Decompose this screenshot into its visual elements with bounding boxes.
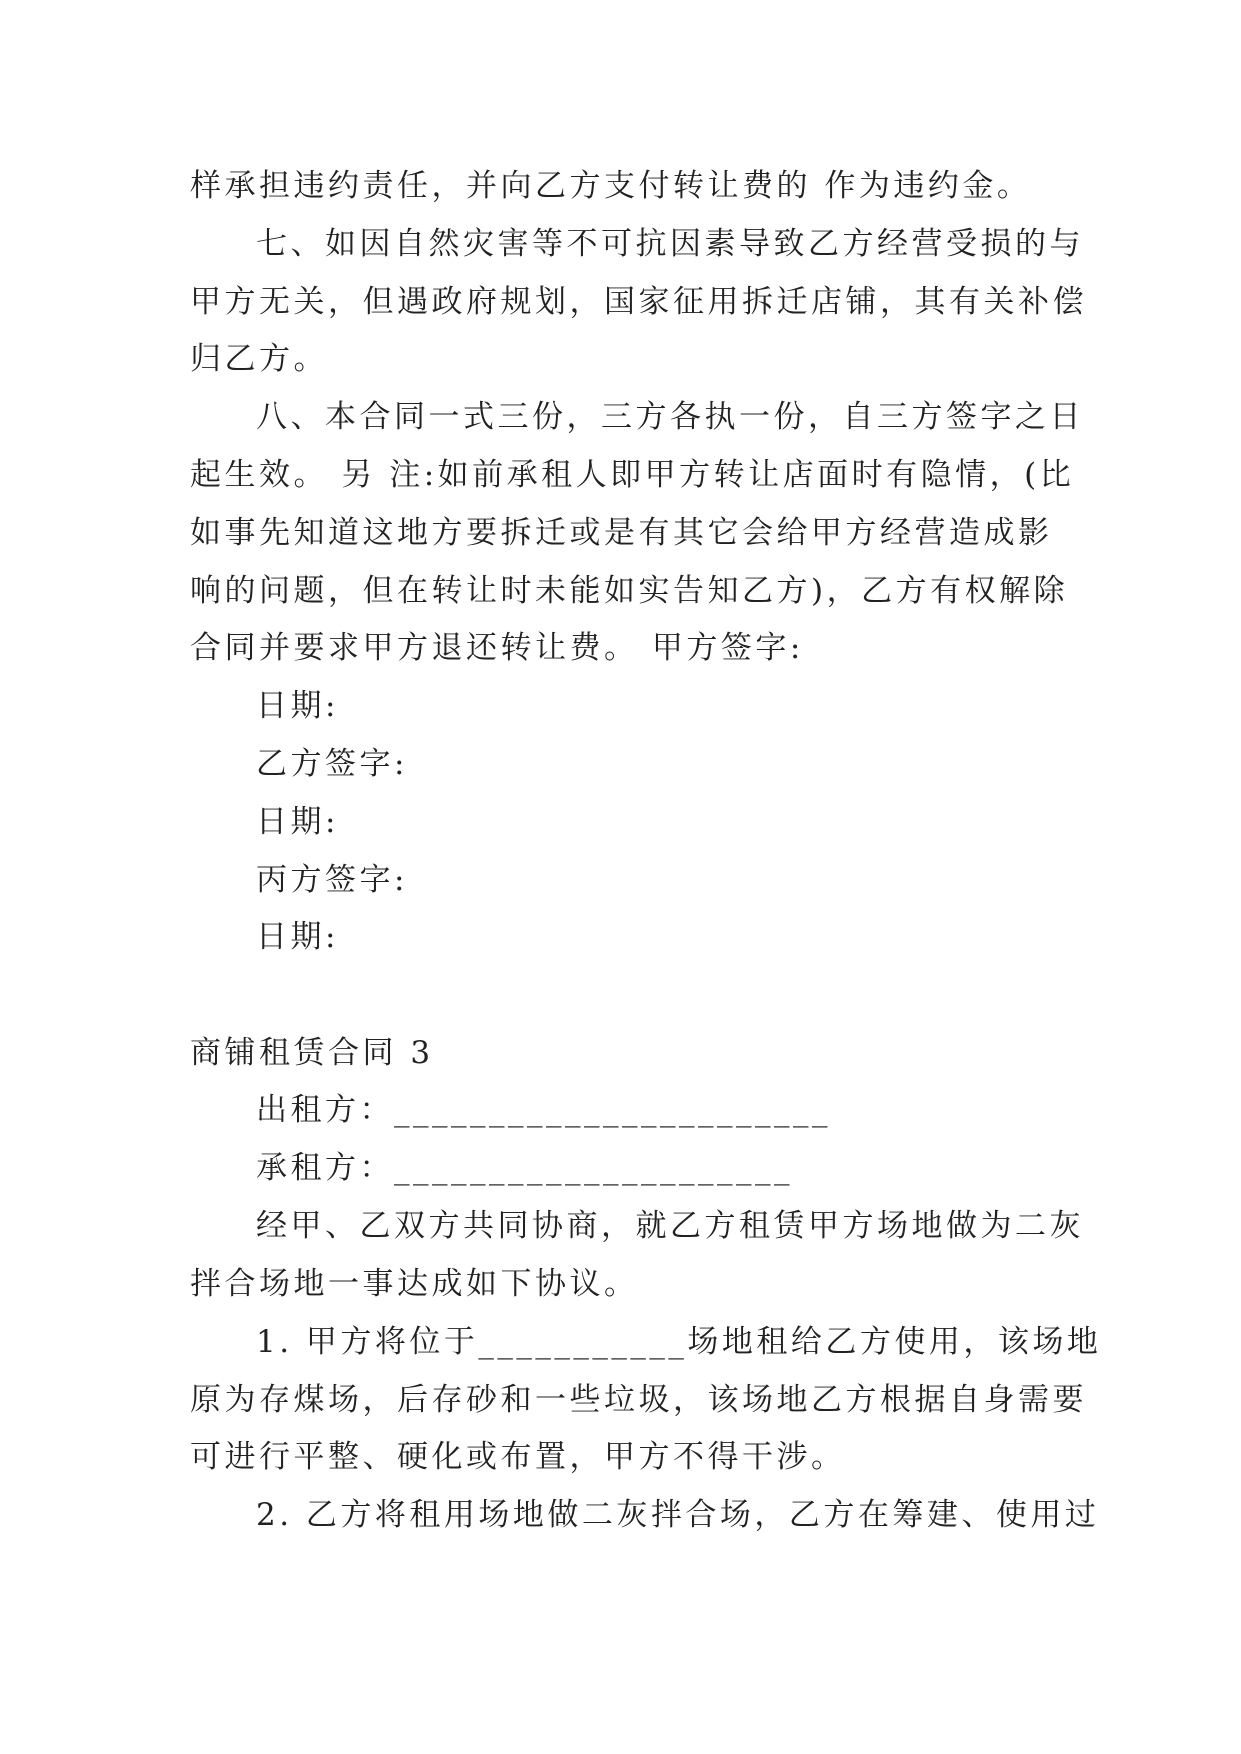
date-label: 日期: [256,804,339,840]
text-line: 合同并要求甲方退还转让费。 甲方签字: [190,630,804,666]
lessor-line: 出租方：_______________________ [256,1092,831,1128]
signature-label: 乙方签字: [256,746,408,782]
text-line: 如事先知道这地方要拆迁或是有其它会给甲方经营造成影 [190,515,1053,551]
signature-label: 丙方签字: [256,862,408,898]
date-label: 日期: [256,688,339,724]
text-line: 经甲、乙双方共同协商，就乙方租赁甲方场地做为二灰 [256,1208,1084,1244]
lessee-line: 承租方：_____________________ [256,1150,793,1186]
text-line: 归乙方。 [190,341,328,377]
text-line: 甲方无关，但遇政府规划，国家征用拆迁店铺，其有关补偿 [190,284,1087,320]
date-label: 日期: [256,919,339,955]
text-line: 2. 乙方将租用场地做二灰拌合场，乙方在筹建、使用过 [256,1497,1100,1533]
text-line: 起生效。 另 注:如前承租人即甲方转让店面时有隐情，(比 [190,457,1075,493]
section-title: 商铺租赁合同 3 [190,1035,434,1071]
text-line: 可进行平整、硬化或布置，甲方不得干涉。 [190,1439,846,1475]
text-line: 1. 甲方将位于___________场地租给乙方使用，该场地 [256,1324,1102,1360]
text-line: 八、本合同一式三份，三方各执一份，自三方签字之日 [256,399,1084,435]
text-line: 七、如因自然灾害等不可抗因素导致乙方经营受损的与 [256,226,1084,262]
text-line: 原为存煤场，后存砂和一些垃圾，该场地乙方根据自身需要 [190,1382,1087,1418]
text-line: 拌合场地一事达成如下协议。 [190,1266,639,1302]
text-line: 样承担违约责任，并向乙方支付转让费的 作为违约金。 [190,168,1032,204]
text-line: 响的问题，但在转让时未能如实告知乙方)，乙方有权解除 [190,573,1069,609]
